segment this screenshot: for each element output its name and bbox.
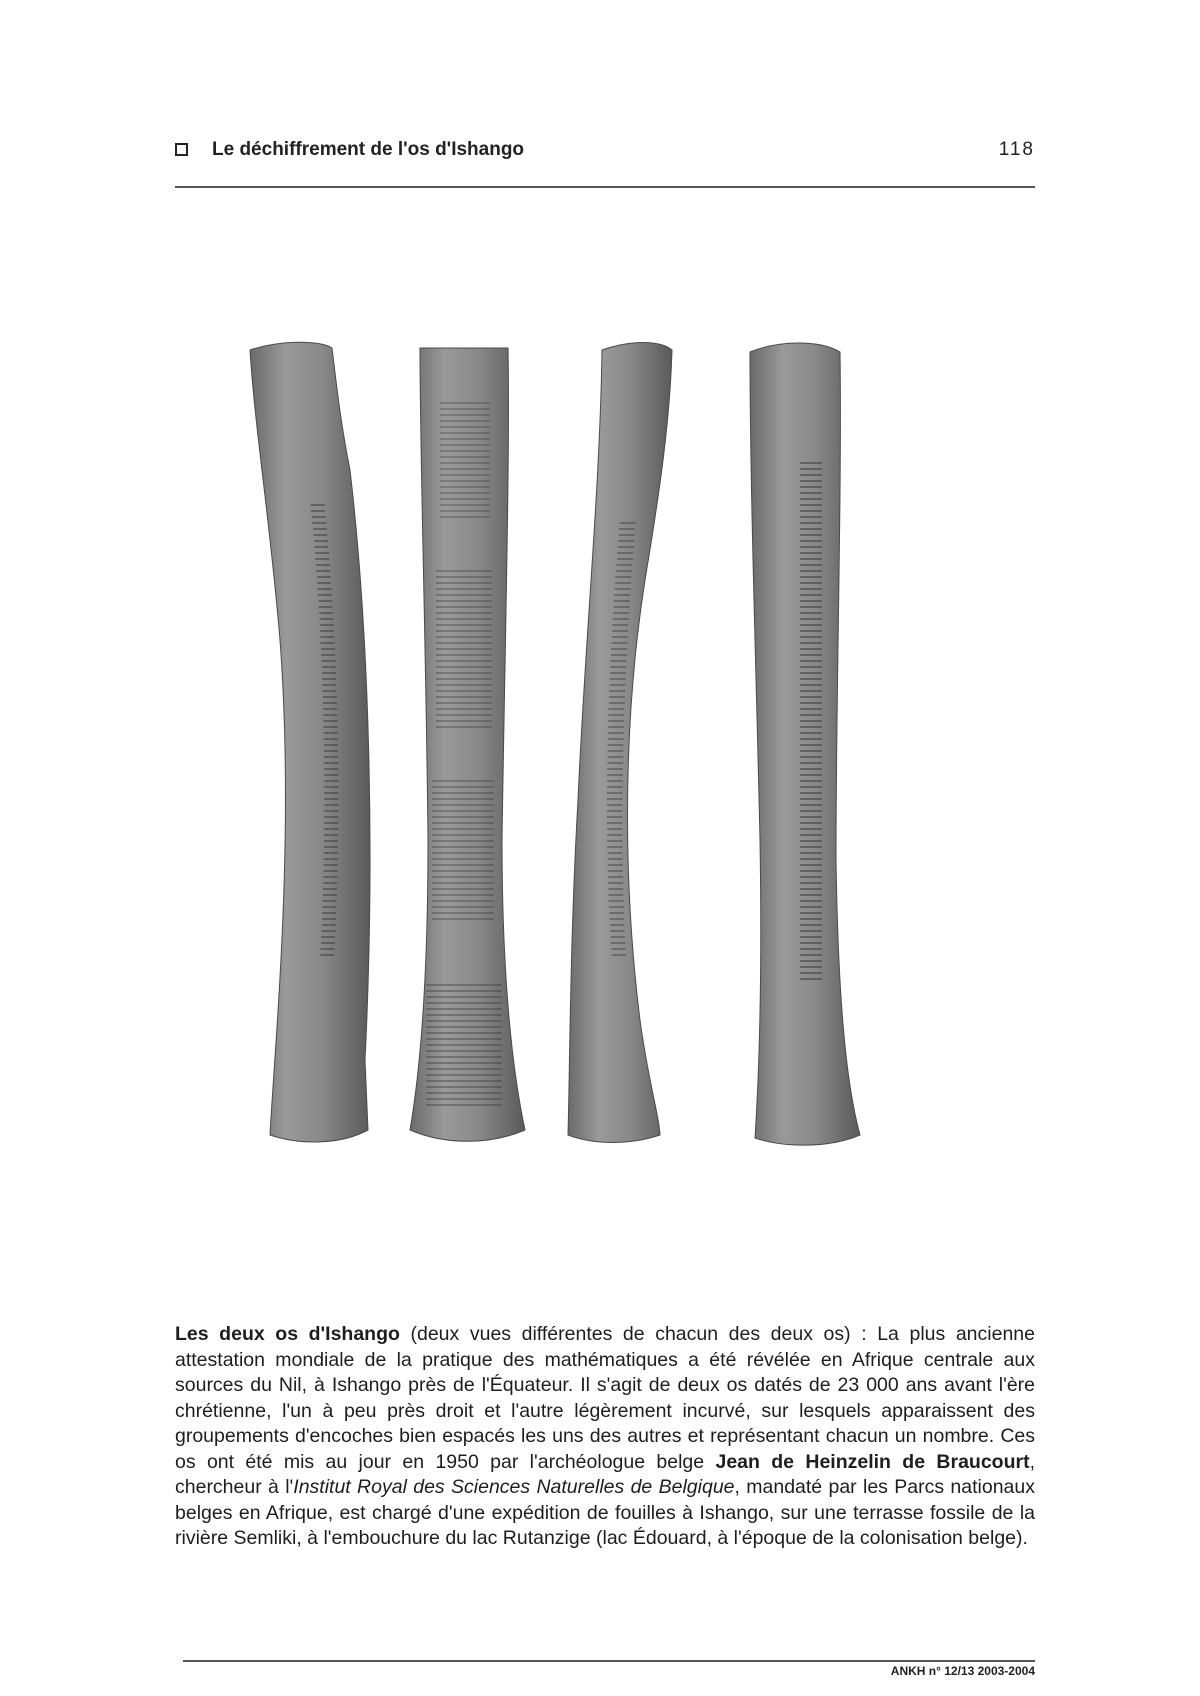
caption-text-2: , chercheur à l' (175, 1450, 1035, 1498)
bone-view-2 (410, 348, 525, 1141)
figure-caption (175, 1322, 1035, 1552)
caption-text-1: (deux vues différentes de chacun des deux os) : La plus ancienne attestation mondiale de la pratique des mathématiques a été révélée en Afrique centrale aux sources du Nil, à Ishango près de l'Équateur. Il s'agit de deux os datés de 23 000 ans avant l'ère chrétienne, l'un à peu près droit et l'autre légèrement incurvé, sur lesquels apparaissent des groupements d'encoches bien espacés les uns des autres et représentant chacun un nombre. Ces os ont été mis au jour en 1950 par l'archéologue belge (175, 1323, 1035, 1473)
running-title: Le déchiffrement de l'os d'Ishango (212, 139, 525, 160)
caption-archaeologist-name: Jean de Heinzelin de Braucourt (715, 1450, 1030, 1473)
bone-view-4 (750, 343, 860, 1145)
footer-divider (183, 1660, 1035, 1662)
square-bullet-icon (175, 143, 188, 156)
bone-view-3 (568, 343, 672, 1143)
journal-citation: ANKH n° 12/13 2003-2004 (890, 1664, 1035, 1678)
caption-institute-name: Institut Royal des Sciences Naturelles de Belgique (293, 1476, 735, 1498)
caption-text-3: , mandaté par les Parcs nationaux belges en Afrique, est chargé d'une expédition de fouilles à Ishango, sur une terrasse fossile de la rivière Semliki, à l'embouchure du lac Rutanzige (lac Édouard, à l'époque de la colonisation belge). (175, 1476, 1036, 1549)
running-header (175, 139, 1035, 169)
bone-view-1 (250, 342, 370, 1142)
header-divider (175, 186, 1035, 188)
ishango-bones-photo (240, 340, 960, 1180)
caption-lead: Les deux os d'Ishango (175, 1323, 400, 1345)
page-number: 118 (998, 139, 1035, 160)
